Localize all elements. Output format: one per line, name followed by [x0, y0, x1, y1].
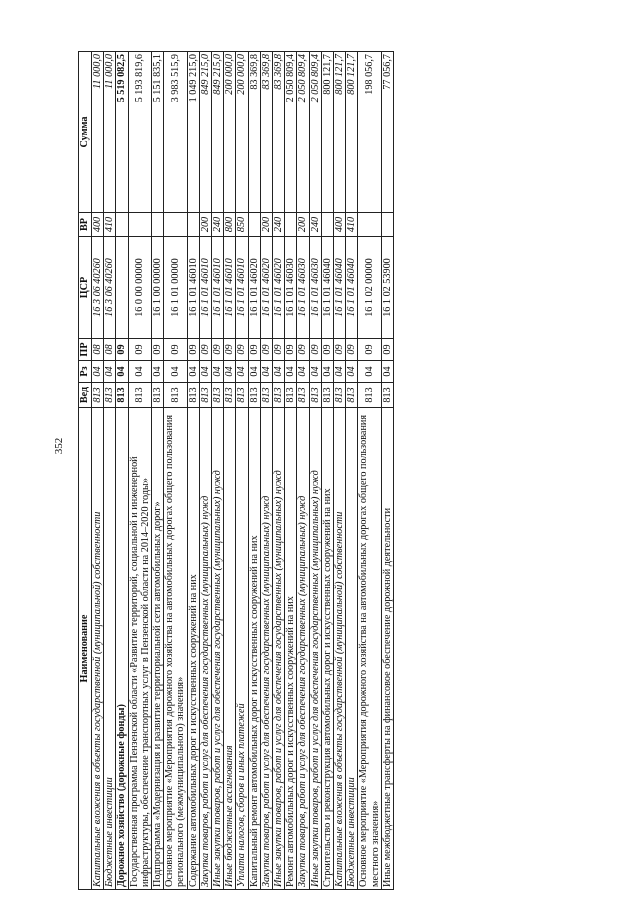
cell-pr: 09 [164, 339, 187, 361]
cell-ved: 813 [224, 383, 236, 408]
cell-pr: 09 [346, 339, 358, 361]
cell-csr: 16 1 01 46030 [285, 237, 297, 339]
cell-pr: 09 [358, 339, 381, 361]
header-pr: ПР [79, 339, 92, 361]
cell-rz: 04 [309, 361, 321, 383]
cell-name: Строительство и реконструкция автомобильных дорог и искусственных сооружений на них [321, 408, 333, 890]
cell-vr [358, 213, 381, 237]
cell-csr: 16 1 02 00000 [358, 237, 381, 339]
table-row [199, 52, 211, 890]
cell-ved: 813 [321, 383, 333, 408]
cell-vr: 240 [212, 213, 224, 237]
cell-name: Закупка товаров, работ и услуг для обеспечения государственных (муниципальных) нужд [297, 408, 309, 890]
cell-rz: 04 [285, 361, 297, 383]
cell-ved: 813 [212, 383, 224, 408]
cell-vr: 400 [334, 213, 346, 237]
cell-rz: 04 [128, 361, 151, 383]
cell-vr [128, 213, 151, 237]
cell-vr [321, 213, 333, 237]
table-row [260, 52, 272, 890]
cell-sum: 800 121,7 [334, 52, 346, 213]
cell-rz: 04 [164, 361, 187, 383]
cell-vr: 240 [309, 213, 321, 237]
cell-ved: 813 [273, 383, 285, 408]
table-header-row [79, 52, 92, 890]
rotated-table-wrapper [78, 52, 394, 890]
cell-vr: 410 [104, 213, 116, 237]
cell-pr: 08 [92, 339, 104, 361]
cell-csr: 16 1 01 46020 [248, 237, 260, 339]
cell-rz: 04 [92, 361, 104, 383]
cell-rz: 04 [381, 361, 393, 383]
cell-csr: 16 1 01 46010 [224, 237, 236, 339]
cell-sum: 800 121,7 [321, 52, 333, 213]
table-row [212, 52, 224, 890]
cell-sum: 849 215,0 [199, 52, 211, 213]
cell-csr: 16 1 01 46010 [199, 237, 211, 339]
cell-ved: 813 [187, 383, 199, 408]
table-row [273, 52, 285, 890]
cell-name: Капитальный ремонт автомобильных дорог и искусственных сооружений на них [248, 408, 260, 890]
cell-name: Ремонт автомобильных дорог и искусственных сооружений на них [285, 408, 297, 890]
header-sum: Сумма [79, 52, 92, 213]
cell-pr: 09 [285, 339, 297, 361]
cell-vr: 850 [236, 213, 248, 237]
cell-ved: 813 [116, 383, 128, 408]
cell-name: Содержание автомобильных дорог и искусственных сооружений на них [187, 408, 199, 890]
cell-name: Иные межбюджетные трансферты на финансовое обеспечение дорожной деятельности [381, 408, 393, 890]
cell-ved: 813 [248, 383, 260, 408]
cell-ved: 813 [128, 383, 151, 408]
cell-vr [381, 213, 393, 237]
header-rz: Рз [79, 361, 92, 383]
header-ved: Вед [79, 383, 92, 408]
cell-csr: 16 1 01 46040 [321, 237, 333, 339]
cell-sum: 11 000,0 [92, 52, 104, 213]
cell-pr: 09 [152, 339, 164, 361]
cell-rz: 04 [236, 361, 248, 383]
cell-ved: 813 [152, 383, 164, 408]
cell-sum: 2 050 809,4 [285, 52, 297, 213]
cell-ved: 813 [164, 383, 187, 408]
cell-vr [187, 213, 199, 237]
cell-vr: 240 [273, 213, 285, 237]
cell-rz: 04 [297, 361, 309, 383]
cell-name: Бюджетные инвестиции [346, 408, 358, 890]
cell-rz: 04 [260, 361, 272, 383]
table-row [164, 52, 187, 890]
cell-name: Иные закупки товаров, работ и услуг для обеспечения государственных (муниципальных) нужд [212, 408, 224, 890]
cell-csr: 16 1 01 46030 [297, 237, 309, 339]
cell-ved: 813 [199, 383, 211, 408]
cell-pr: 08 [104, 339, 116, 361]
cell-csr: 16 1 01 46020 [273, 237, 285, 339]
cell-sum: 83 369,8 [248, 52, 260, 213]
cell-pr: 09 [381, 339, 393, 361]
table-row [248, 52, 260, 890]
cell-name: Основное мероприятие «Мероприятия дорожного хозяйства на автомобильных дорогах общего пользования регионального (межмуниципального) значения» [164, 408, 187, 890]
cell-sum: 198 056,7 [358, 52, 381, 213]
cell-sum: 5 193 819,6 [128, 52, 151, 213]
table-row [358, 52, 381, 890]
cell-sum: 5 151 835,1 [152, 52, 164, 213]
cell-rz: 04 [358, 361, 381, 383]
table-row [346, 52, 358, 890]
cell-rz: 04 [224, 361, 236, 383]
cell-pr: 09 [248, 339, 260, 361]
cell-name: Бюджетные инвестиции [104, 408, 116, 890]
cell-name: Уплата налогов, сборов и иных платежей [236, 408, 248, 890]
cell-csr: 16 1 01 46040 [334, 237, 346, 339]
cell-name: Дорожное хозяйство (дорожные фонды) [116, 408, 128, 890]
cell-pr: 09 [116, 339, 128, 361]
cell-csr: 16 3 06 40260 [104, 237, 116, 339]
table-row [224, 52, 236, 890]
cell-sum: 200 000,0 [224, 52, 236, 213]
cell-ved: 813 [358, 383, 381, 408]
cell-name: Государственная программа Пензенской области «Развитие территорий, социальной и инженерной инфраструктуры, обеспечение транспортных услуг в Пензенской области на 2014–2020 годы» [128, 408, 151, 890]
cell-ved: 813 [346, 383, 358, 408]
cell-vr: 200 [260, 213, 272, 237]
page-number: 352 [53, 437, 65, 455]
cell-ved: 813 [334, 383, 346, 408]
table-row [104, 52, 116, 890]
header-csr: ЦСР [79, 237, 92, 339]
cell-vr [116, 213, 128, 237]
cell-csr [116, 237, 128, 339]
cell-sum: 3 983 515,9 [164, 52, 187, 213]
cell-name: Капитальные вложения в объекты государственной (муниципальной) собственности [334, 408, 346, 890]
cell-pr: 09 [224, 339, 236, 361]
cell-csr: 16 1 01 46030 [309, 237, 321, 339]
cell-pr: 09 [128, 339, 151, 361]
cell-vr [248, 213, 260, 237]
table-row [381, 52, 393, 890]
cell-csr: 16 1 01 46020 [260, 237, 272, 339]
cell-rz: 04 [273, 361, 285, 383]
cell-ved: 813 [285, 383, 297, 408]
table-row [116, 52, 128, 890]
cell-pr: 09 [334, 339, 346, 361]
cell-vr: 410 [346, 213, 358, 237]
cell-ved: 813 [381, 383, 393, 408]
cell-rz: 04 [248, 361, 260, 383]
table-row [152, 52, 164, 890]
cell-csr: 16 1 01 46010 [236, 237, 248, 339]
table-row [92, 52, 104, 890]
table-row [321, 52, 333, 890]
cell-pr: 09 [187, 339, 199, 361]
cell-name: Иные закупки товаров, работ и услуг для обеспечения государственных (муниципальных) нужд [309, 408, 321, 890]
cell-ved: 813 [297, 383, 309, 408]
cell-name: Подпрограмма «Модернизация и развитие территориальной сети автомобильных дорог» [152, 408, 164, 890]
cell-name: Основное мероприятие «Мероприятия дорожного хозяйства на автомобильных дорогах общего пользования местного значения» [358, 408, 381, 890]
header-vr: ВР [79, 213, 92, 237]
cell-vr: 800 [224, 213, 236, 237]
cell-rz: 04 [321, 361, 333, 383]
cell-sum: 800 121,7 [346, 52, 358, 213]
cell-sum: 849 215,0 [212, 52, 224, 213]
cell-csr: 16 1 01 46040 [346, 237, 358, 339]
table-row [285, 52, 297, 890]
cell-vr: 200 [297, 213, 309, 237]
cell-pr: 09 [297, 339, 309, 361]
cell-rz: 04 [116, 361, 128, 383]
cell-csr: 16 1 02 53900 [381, 237, 393, 339]
cell-pr: 09 [199, 339, 211, 361]
cell-csr: 16 3 06 40260 [92, 237, 104, 339]
cell-rz: 04 [212, 361, 224, 383]
cell-vr: 200 [199, 213, 211, 237]
cell-ved: 813 [260, 383, 272, 408]
table-row [236, 52, 248, 890]
cell-name: Закупка товаров, работ и услуг для обеспечения государственных (муниципальных) нужд [199, 408, 211, 890]
cell-csr: 16 1 01 46010 [212, 237, 224, 339]
cell-rz: 04 [104, 361, 116, 383]
cell-csr: 16 1 00 00000 [152, 237, 164, 339]
cell-name: Иные бюджетные ассигнования [224, 408, 236, 890]
cell-rz: 04 [187, 361, 199, 383]
cell-csr: 16 0 00 00000 [128, 237, 151, 339]
table-row [309, 52, 321, 890]
cell-rz: 04 [199, 361, 211, 383]
header-name: Наименование [79, 408, 92, 890]
budget-table [78, 51, 394, 890]
cell-csr: 16 1 01 46010 [187, 237, 199, 339]
cell-pr: 09 [273, 339, 285, 361]
cell-sum: 83 369,8 [260, 52, 272, 213]
table-row [187, 52, 199, 890]
cell-sum: 5 519 082,5 [116, 52, 128, 213]
cell-name: Закупка товаров, работ и услуг для обеспечения государственных (муниципальных) нужд [260, 408, 272, 890]
cell-vr: 400 [92, 213, 104, 237]
cell-sum: 11 000,0 [104, 52, 116, 213]
cell-vr [285, 213, 297, 237]
table-row [297, 52, 309, 890]
cell-sum: 83 369,8 [273, 52, 285, 213]
cell-sum: 1 049 215,0 [187, 52, 199, 213]
cell-rz: 04 [346, 361, 358, 383]
cell-ved: 813 [92, 383, 104, 408]
table-row [128, 52, 151, 890]
cell-pr: 09 [309, 339, 321, 361]
cell-pr: 09 [236, 339, 248, 361]
table-body [92, 52, 394, 890]
cell-ved: 813 [236, 383, 248, 408]
cell-sum: 2 050 809,4 [297, 52, 309, 213]
cell-sum: 2 050 809,4 [309, 52, 321, 213]
cell-rz: 04 [334, 361, 346, 383]
cell-name: Капитальные вложения в объекты государственной (муниципальной) собственности [92, 408, 104, 890]
cell-vr [164, 213, 187, 237]
cell-sum: 77 056,7 [381, 52, 393, 213]
table-row [334, 52, 346, 890]
cell-pr: 09 [260, 339, 272, 361]
cell-sum: 200 000,0 [236, 52, 248, 213]
cell-pr: 09 [212, 339, 224, 361]
cell-csr: 16 1 01 00000 [164, 237, 187, 339]
cell-name: Иные закупки товаров, работ и услуг для обеспечения государственных (муниципальных) нужд [273, 408, 285, 890]
cell-ved: 813 [309, 383, 321, 408]
cell-vr [152, 213, 164, 237]
cell-ved: 813 [104, 383, 116, 408]
cell-rz: 04 [152, 361, 164, 383]
cell-pr: 09 [321, 339, 333, 361]
